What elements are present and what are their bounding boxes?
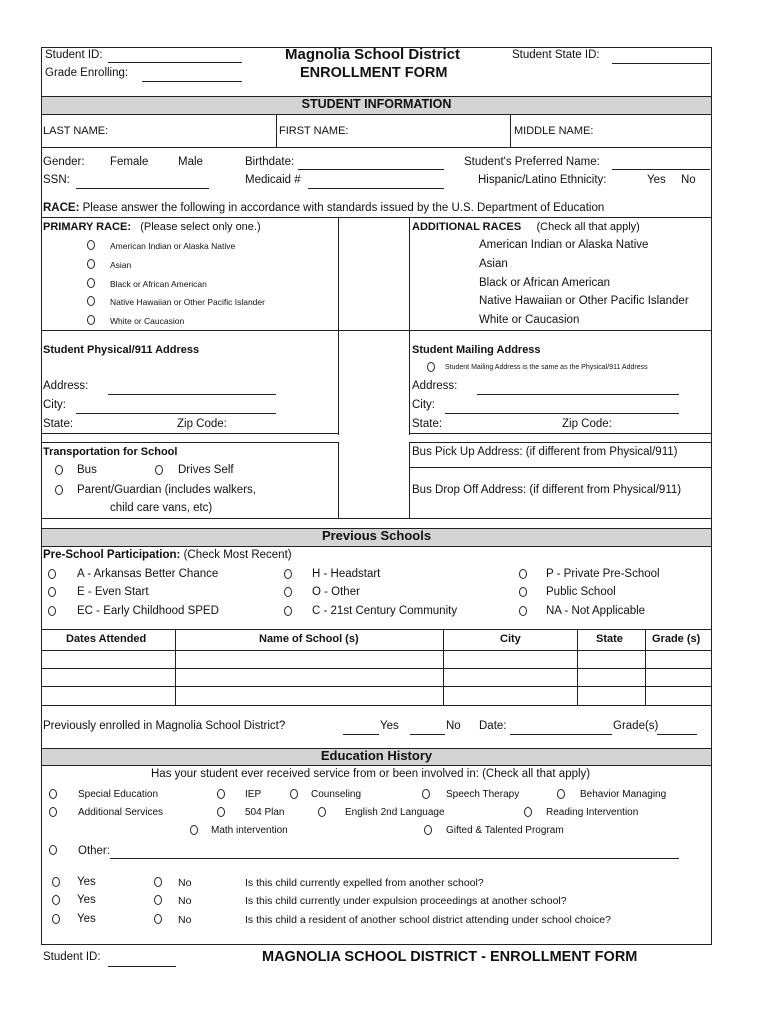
same-address-radio[interactable] [427, 362, 435, 372]
service-radio[interactable] [318, 807, 326, 817]
preschool-radio[interactable] [519, 569, 527, 579]
footer-student-id-label: Student ID: [43, 951, 101, 963]
question-no-label: No [178, 877, 192, 889]
physical-zip-label: Zip Code: [177, 418, 227, 430]
question-yes-radio[interactable] [52, 877, 60, 887]
race-instruction [43, 202, 604, 214]
preschool-radio[interactable] [284, 569, 292, 579]
prev-enrolled-label: Previously enrolled in Magnolia School District? [43, 720, 286, 732]
same-address-note: Student Mailing Address is the same as the Physical/911 Address [445, 364, 648, 371]
service-option: Math intervention [211, 825, 288, 836]
additional-race-note: (Check all that apply) [536, 221, 640, 233]
physical-city-field[interactable] [76, 413, 276, 414]
divider [409, 433, 711, 434]
bus-radio[interactable] [55, 465, 63, 475]
preschool-radio[interactable] [48, 569, 56, 579]
service-radio[interactable] [49, 807, 57, 817]
preschool-radio[interactable] [519, 587, 527, 597]
service-option: English 2nd Language [345, 807, 445, 818]
first-name-label: FIRST NAME: [279, 125, 349, 137]
footer-student-id-field[interactable] [108, 966, 176, 967]
primary-race-label: PRIMARY RACE: [43, 221, 132, 233]
preschool-radio[interactable] [48, 587, 56, 597]
other-radio[interactable] [49, 845, 57, 855]
mailing-address-title: Student Mailing Address [412, 344, 541, 356]
service-option: IEP [245, 789, 262, 800]
footer-title: MAGNOLIA SCHOOL DISTRICT - ENROLLMENT FORM [262, 949, 638, 965]
table-header: Name of School (s) [259, 633, 359, 645]
question-text: Is this child a resident of another school district attending under school choice? [245, 914, 611, 926]
table-border [443, 629, 444, 705]
service-radio[interactable] [424, 825, 432, 835]
question-no-label: No [178, 895, 192, 907]
preschool-option: E - Even Start [77, 586, 149, 598]
form-name: ENROLLMENT FORM [300, 65, 448, 81]
primary-race-radio[interactable] [87, 315, 95, 325]
parent-radio[interactable] [55, 485, 63, 495]
hispanic-no-option[interactable]: No [681, 174, 696, 186]
divider [338, 217, 339, 330]
parent-label: Parent/Guardian (includes walkers, [77, 484, 256, 496]
divider [42, 147, 711, 148]
bus-label: Bus [77, 464, 97, 476]
question-no-radio[interactable] [154, 877, 162, 887]
dropoff-label: Bus Drop Off Address: (if different from Physical/911) [412, 484, 682, 496]
male-option[interactable]: Male [178, 156, 203, 168]
table-border [42, 629, 711, 630]
race-instruction-text: Please answer the following in accordance with standards issued by the U.S. Department of Education [82, 202, 605, 214]
service-radio[interactable] [190, 825, 198, 835]
additional-race-option[interactable]: Native Hawaiian or Other Pacific Islander [479, 295, 689, 307]
additional-race-option[interactable]: White or Caucasion [479, 314, 580, 326]
divider [42, 518, 711, 519]
prev-date-label: Date: [479, 720, 507, 732]
preschool-option: P - Private Pre-School [546, 568, 660, 580]
parent-label-cont: child care vans, etc) [110, 502, 213, 514]
service-option: Speech Therapy [446, 789, 520, 800]
primary-race-radio[interactable] [87, 296, 95, 306]
additional-race-header [412, 221, 640, 233]
table-border [42, 668, 711, 669]
divider [338, 442, 339, 519]
primary-race-radio[interactable] [87, 278, 95, 288]
preschool-radio[interactable] [284, 587, 292, 597]
student-id-field[interactable] [108, 62, 242, 63]
additional-race-label: ADDITIONAL RACES [412, 221, 522, 233]
other-field[interactable] [110, 858, 679, 859]
grade-enrolling-label: Grade Enrolling: [45, 67, 129, 79]
primary-race-option: Asian [110, 260, 132, 270]
question-text: Is this child currently under expulsion proceedings at another school? [245, 895, 567, 907]
divider [409, 442, 410, 519]
physical-city-label: City: [43, 399, 66, 411]
question-yes-label: Yes [77, 876, 96, 888]
service-option: Counseling [311, 789, 362, 800]
service-option: Reading Intervention [546, 807, 639, 818]
hispanic-label: Hispanic/Latino Ethnicity: [478, 174, 607, 186]
grade-enrolling-field[interactable] [142, 81, 242, 82]
divider [42, 433, 338, 434]
preschool-radio[interactable] [284, 606, 292, 616]
preferred-name-field[interactable] [612, 169, 710, 170]
mailing-city-field[interactable] [445, 413, 679, 414]
question-yes-radio[interactable] [52, 914, 60, 924]
primary-race-option: White or Caucasion [110, 316, 185, 326]
physical-address-label: Address: [43, 380, 89, 392]
question-no-radio[interactable] [154, 895, 162, 905]
service-radio[interactable] [422, 789, 430, 799]
preschool-option: O - Other [312, 586, 360, 598]
mailing-state-label: State: [412, 418, 443, 430]
prev-enrolled-yes-field[interactable] [343, 734, 379, 735]
physical-address-title: Student Physical/911 Address [43, 344, 200, 356]
pickup-label: Bus Pick Up Address: (if different from Physical/911) [412, 446, 678, 458]
other-label: Other: [78, 845, 110, 857]
service-option: Additional Services [78, 807, 164, 818]
birthdate-label: Birthdate: [245, 156, 295, 168]
district-name: Magnolia School District [285, 46, 461, 63]
additional-race-option[interactable]: Asian [479, 258, 508, 270]
mailing-zip-label: Zip Code: [562, 418, 612, 430]
divider [409, 217, 410, 330]
drives-self-radio[interactable] [155, 465, 163, 475]
student-id-label: Student ID: [45, 49, 103, 61]
prev-date-field[interactable] [510, 734, 612, 735]
table-border [577, 629, 578, 705]
additional-race-option[interactable]: American Indian or Alaska Native [479, 239, 649, 251]
state-id-label: Student State ID: [512, 49, 600, 61]
primary-race-radio[interactable] [87, 240, 95, 250]
service-radio[interactable] [524, 807, 532, 817]
prev-enrolled-no-field[interactable] [410, 734, 445, 735]
preschool-radio[interactable] [48, 606, 56, 616]
prev-grades-field[interactable] [657, 734, 697, 735]
table-header: Grade (s) [652, 633, 701, 645]
service-radio[interactable] [49, 789, 57, 799]
previous-schools-title: Previous Schools [321, 528, 432, 543]
middle-name-label: MIDDLE NAME: [514, 125, 594, 137]
hispanic-yes-option[interactable]: Yes [647, 174, 666, 186]
prev-enrolled-yes: Yes [380, 720, 399, 732]
service-radio[interactable] [217, 789, 225, 799]
ssn-label: SSN: [43, 174, 70, 186]
drives-self-label: Drives Self [178, 464, 234, 476]
preschool-radio[interactable] [519, 606, 527, 616]
additional-race-option[interactable]: Black or African American [479, 277, 611, 289]
divider [338, 330, 339, 435]
physical-state-label: State: [43, 418, 74, 430]
table-header: Dates Attended [66, 633, 147, 645]
student-info-title: STUDENT INFORMATION [301, 97, 452, 111]
physical-address-field[interactable] [108, 394, 276, 395]
preschool-option: EC - Early Childhood SPED [77, 605, 219, 617]
divider [409, 467, 711, 468]
table-header: State [596, 633, 623, 645]
gender-label: Gender: [43, 156, 85, 168]
ssn-field[interactable] [76, 188, 209, 189]
female-option[interactable]: Female [110, 156, 149, 168]
question-text: Is this child currently expelled from another school? [245, 877, 484, 889]
race-instruction-bold: RACE: [43, 202, 80, 214]
question-no-label: No [178, 914, 192, 926]
preschool-option: H - Headstart [312, 568, 381, 580]
table-header: City [500, 633, 521, 645]
last-name-label: LAST NAME: [43, 125, 109, 137]
mailing-city-label: City: [412, 399, 435, 411]
prev-enrolled-no: No [446, 720, 461, 732]
preschool-option: Public School [546, 586, 616, 598]
table-border [175, 629, 176, 705]
medicaid-field[interactable] [308, 188, 444, 189]
education-question: Has your student ever received service from or been involved in: (Check all that apply) [151, 768, 591, 780]
divider [42, 330, 711, 331]
preschool-option: A - Arkansas Better Chance [77, 568, 219, 580]
mailing-address-field[interactable] [477, 394, 679, 395]
divider [276, 114, 277, 147]
service-radio[interactable] [557, 789, 565, 799]
table-border [42, 650, 711, 651]
preschool-option: C - 21st Century Community [312, 605, 458, 617]
divider [42, 442, 338, 443]
divider [409, 330, 410, 435]
mailing-address-label: Address: [412, 380, 458, 392]
preschool-header [43, 549, 292, 561]
primary-race-option: Native Hawaiian or Other Pacific Islander [110, 297, 265, 307]
primary-race-note: (Please select only one.) [140, 221, 261, 233]
medicaid-label: Medicaid # [245, 174, 301, 186]
divider [42, 217, 711, 218]
service-radio[interactable] [217, 807, 225, 817]
education-history-title: Education History [320, 748, 433, 763]
table-border [645, 629, 646, 705]
transport-title: Transportation for School [43, 446, 178, 458]
preschool-option: NA - Not Applicable [546, 605, 646, 617]
service-option: Behavior Managing [580, 789, 667, 800]
prev-grades-label: Grade(s) [613, 720, 659, 732]
question-yes-label: Yes [77, 913, 96, 925]
question-yes-label: Yes [77, 894, 96, 906]
service-option: Special Education [78, 789, 159, 800]
primary-race-radio[interactable] [87, 259, 95, 269]
question-no-radio[interactable] [154, 914, 162, 924]
divider [510, 114, 511, 147]
service-option: Gifted & Talented Program [446, 825, 564, 836]
table-border [42, 686, 711, 687]
birthdate-field[interactable] [298, 169, 444, 170]
primary-race-option: American Indian or Alaska Native [110, 241, 236, 251]
preferred-name-label: Student's Preferred Name: [464, 156, 600, 168]
service-option: 504 Plan [245, 807, 285, 818]
preschool-bold: Pre-School Participation: [43, 549, 181, 561]
divider [409, 442, 711, 443]
table-border [42, 705, 711, 706]
question-yes-radio[interactable] [52, 895, 60, 905]
preschool-note: (Check Most Recent) [183, 549, 292, 561]
primary-race-option: Black or African American [110, 279, 207, 289]
service-radio[interactable] [290, 789, 298, 799]
state-id-field[interactable] [612, 63, 710, 64]
primary-race-header [43, 221, 261, 233]
